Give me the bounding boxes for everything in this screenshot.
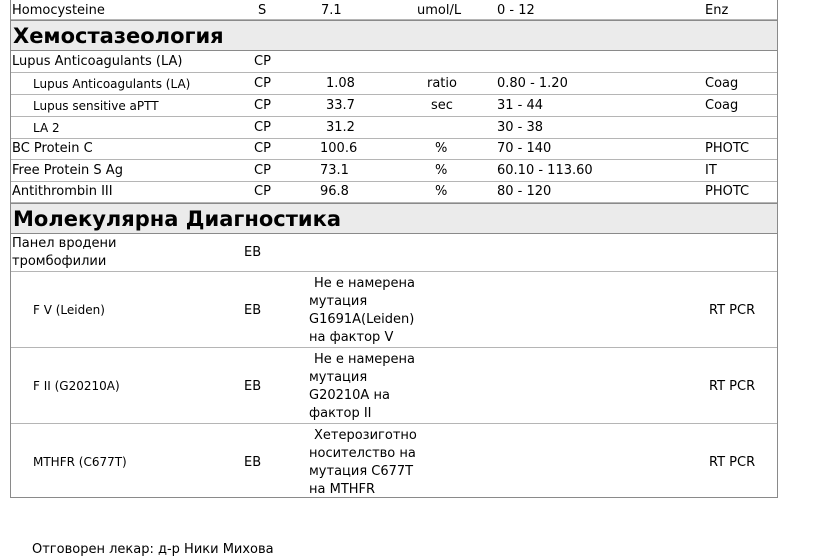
table-row bbox=[11, 181, 777, 203]
table-row bbox=[11, 117, 777, 139]
test-name: F V (Leiden) bbox=[33, 303, 105, 317]
result-text-line: Не е намерена bbox=[314, 276, 416, 291]
unit: sec bbox=[431, 98, 453, 113]
result-text-line: фактор II bbox=[309, 406, 372, 421]
result-text-line: мутация bbox=[309, 370, 368, 385]
test-name: LA 2 bbox=[33, 121, 60, 135]
unit: umol/L bbox=[417, 3, 462, 18]
table-row bbox=[11, 348, 777, 424]
result-text-line: на MTHFR bbox=[309, 482, 376, 497]
sample-type: CP bbox=[254, 163, 271, 178]
result-text-line: на фактор V bbox=[309, 330, 394, 345]
reference-range: 31 - 44 bbox=[497, 98, 544, 113]
table-row bbox=[11, 73, 777, 95]
test-name: Lupus sensitive aPTT bbox=[33, 99, 159, 113]
table-row bbox=[11, 138, 777, 160]
reference-range: 70 - 140 bbox=[497, 141, 552, 156]
method: RT PCR bbox=[709, 455, 756, 470]
method: Coag bbox=[705, 76, 739, 91]
reference-range: 80 - 120 bbox=[497, 184, 552, 199]
sample-type: EB bbox=[244, 245, 262, 260]
sample-type: CP bbox=[254, 184, 271, 199]
unit: % bbox=[435, 163, 448, 178]
test-name: Lupus Anticoagulants (LA) bbox=[12, 54, 183, 69]
result-value: 33.7 bbox=[326, 98, 355, 113]
result-value: 31.2 bbox=[326, 120, 355, 135]
sample-type: EB bbox=[244, 455, 262, 470]
method: PHOTC bbox=[705, 141, 750, 156]
test-name: F II (G20210A) bbox=[33, 379, 120, 393]
test-name: MTHFR (C677T) bbox=[33, 455, 127, 469]
test-name: BC Protein C bbox=[12, 141, 93, 156]
method: PHOTC bbox=[705, 184, 750, 199]
test-name: Lupus Anticoagulants (LA) bbox=[33, 77, 191, 91]
table-row bbox=[11, 51, 777, 73]
result-text-line: G1691A(Leiden) bbox=[309, 312, 415, 327]
method: RT PCR bbox=[709, 379, 756, 394]
section-title: Молекулярна Диагностика bbox=[13, 207, 342, 231]
table-row bbox=[11, 234, 777, 272]
result-text-line: Не е намерена bbox=[314, 352, 416, 367]
table-row bbox=[11, 272, 777, 348]
result-text-line: носителство на bbox=[309, 446, 416, 461]
result-text-line: мутация bbox=[309, 294, 368, 309]
method: Coag bbox=[705, 98, 739, 113]
result-value: 96.8 bbox=[320, 184, 349, 199]
result-text-line: Хетерозиготно bbox=[314, 428, 417, 443]
footer-signature bbox=[32, 542, 282, 557]
sample-type: S bbox=[258, 3, 267, 18]
unit: ratio bbox=[427, 76, 457, 91]
test-name: Free Protein S Ag bbox=[12, 163, 123, 178]
sample-type: CP bbox=[254, 141, 271, 156]
panel-name-line1: Панел вродени bbox=[12, 236, 117, 251]
reference-range: 60.10 - 113.60 bbox=[497, 163, 593, 178]
panel-name-line2: тромбофилии bbox=[12, 254, 107, 269]
footer-text: Отговорен лекар: д-р Ники Михова bbox=[32, 542, 274, 557]
method: RT PCR bbox=[709, 303, 756, 318]
table-row bbox=[11, 95, 777, 117]
sample-type: CP bbox=[254, 54, 271, 69]
section-header-hemostasis bbox=[11, 20, 777, 51]
reference-range: 0.80 - 1.20 bbox=[497, 76, 568, 91]
reference-range: 30 - 38 bbox=[497, 120, 544, 135]
test-name: Homocysteine bbox=[12, 3, 105, 18]
result-value: 100.6 bbox=[320, 141, 358, 156]
sample-type: EB bbox=[244, 303, 262, 318]
table-row bbox=[11, 160, 777, 182]
test-name: Antithrombin III bbox=[12, 184, 113, 199]
table-row bbox=[11, 0, 777, 20]
sample-type: CP bbox=[254, 76, 271, 91]
unit: % bbox=[435, 141, 448, 156]
results-table bbox=[10, 0, 778, 498]
section-title: Хемостазеология bbox=[13, 24, 224, 48]
sample-type: EB bbox=[244, 379, 262, 394]
method: IT bbox=[705, 163, 717, 178]
method: Enz bbox=[705, 3, 729, 18]
table-row bbox=[11, 424, 777, 497]
result-value: 73.1 bbox=[320, 163, 349, 178]
result-value: 1.08 bbox=[326, 76, 355, 91]
result-text-line: G20210A на bbox=[309, 388, 390, 403]
unit: % bbox=[435, 184, 448, 199]
result-text-line: мутация C677T bbox=[309, 464, 414, 479]
sample-type: CP bbox=[254, 120, 271, 135]
section-header-molecular bbox=[11, 203, 777, 234]
reference-range: 0 - 12 bbox=[497, 3, 535, 18]
sample-type: CP bbox=[254, 98, 271, 113]
result-value: 7.1 bbox=[321, 3, 342, 18]
